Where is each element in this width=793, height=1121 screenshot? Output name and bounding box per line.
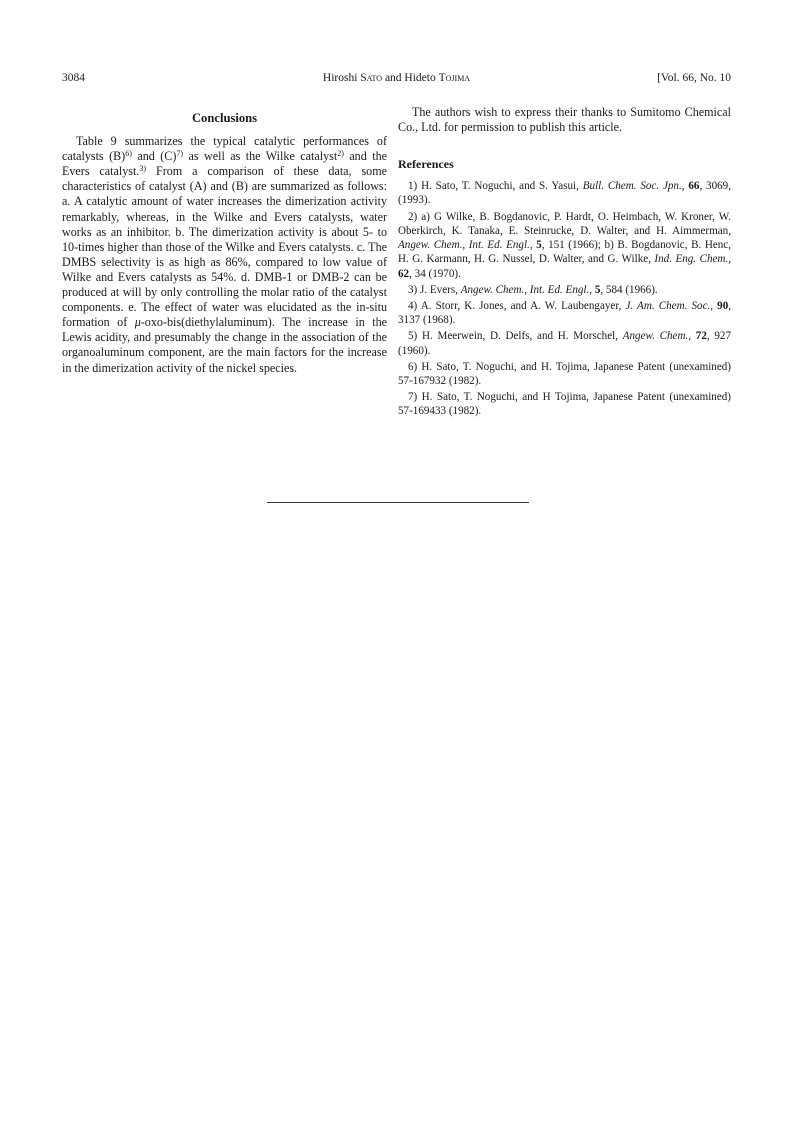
conclusions-heading: Conclusions (191, 111, 258, 125)
volume-info: [Vol. 66, No. 10 (657, 72, 731, 84)
reference-item-4: 4) A. Storr, K. Jones, and A. W. Laubengayer, J. Am. Chem. Soc., 90, 3137 (1968). (398, 299, 732, 327)
reference-item-5: 5) H. Meerwein, D. Delfs, and H. Morschel, Angew. Chem., 72, 927 (1960). (398, 330, 732, 357)
references-heading: References (398, 157, 454, 172)
reference-item-6: 6) H. Sato, T. Noguchi, and H. Tojima, Japanese Patent (unexamined) 57-167932 (1982). (398, 360, 731, 387)
conclusions-paragraph: Table 9 summarizes the typical catalytic performances of catalysts $(B)^{6)}$ and $(C)^{7)}$ as well as the Wilke catalyst$^{2)}$ and the Evers catalyst.$^{3)}$ From a comparison of these data, some characteristics of catalyst (A) and (B) are summarized as follows: a. A catalytic amount of water increases the dimerization activity remarkably, whereas, in the Wilke and Evers catalysts, water works as an inhibitor. b. The dimerization activity is about 5- to 10-times higher than those of the Wilke and Evers catalysts. c. The DMBS selectivity is as high as 86%, compared to low value of Wilke and Evers catalysts as 54%. d. DMB-1 or DMB-2 can be produced at will by only controlling the molar ratio of the catalyst components. e. The effect of water was elucidated as the in-situ formation of μ-oxo-bis(diethylaluminum). The increase in the Lewis acidity, and presumably the change in the association of the organoaluminum component, are the main factors for the increase in the dimerization activity of the nickel species. (62, 134, 387, 375)
left-column (62, 105, 387, 376)
acknowledgement-paragraph: The authors wish to express their thanks to Sumitomo Chemical Co., Ltd. for permission to publish this article. (398, 105, 731, 135)
reference-item-2: 2) a) G Wilke, B. Bogdanovic, P. Hardt, O. Heimbach, W. Kroner, W. Oberkirch, K. Tanaka, E. Steinrucke, D. Walter, and H. Aimmerman, Angew. Chem., Int. Ed. Engl., 5, 151 (1966); b) B. Bogdanovic, B. Henc, H. G. Karmann, H. G. Nussel, D. Walter, and G. Wilke, Ind. Eng. Chem., 62, 34 (1970). (398, 210, 731, 280)
reference-item-7: 7) H. Sato, T. Noguchi, and H Tojima, Japanese Patent (unexamined) 57-169433 (1982). (398, 391, 731, 418)
end-rule (267, 502, 529, 503)
running-header (62, 72, 731, 90)
page-number: 3084 (62, 72, 85, 84)
right-column (398, 105, 731, 421)
reference-item-3: 3) J. Evers, Angew. Chem., Int. Ed. Engl., 5, 584 (1966). (408, 283, 658, 296)
running-authors: Hiroshi Sato and Hideto Tojima (322, 72, 471, 84)
reference-item-1: 1) H. Sato, T. Noguchi, and S. Yasui, Bull. Chem. Soc. Jpn., 66, 3069, (1993). (398, 180, 731, 207)
reference-list (398, 179, 731, 418)
